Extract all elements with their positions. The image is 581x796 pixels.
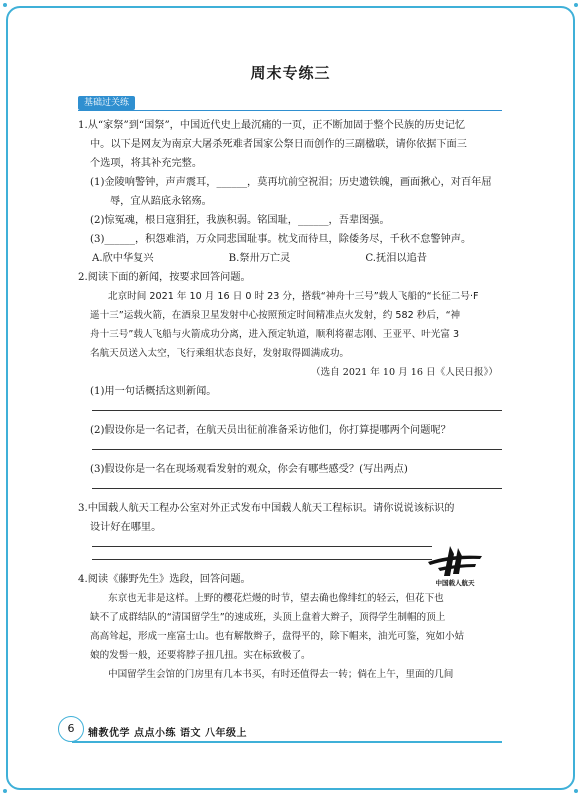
news-source: （选自 2021 年 10 月 16 日《人民日报》）: [310, 367, 498, 378]
corner-dot: [574, 3, 578, 7]
passage-line: 高高耸起，形成一座富士山。也有解散辫子，盘得平的，除下帽来，油光可鉴，宛如小姑: [90, 631, 465, 642]
page-footer: [58, 716, 518, 746]
news-line: 名航天员送入太空，飞行乘组状态良好，发射取得圆满成功。: [90, 348, 350, 359]
worksheet-content: [78, 116, 502, 684]
choice-a[interactable]: A.欣中华复兴: [92, 253, 154, 264]
q1-choices: [78, 249, 502, 268]
answer-line[interactable]: [92, 449, 502, 450]
q4-stem: 4.阅读《藤野先生》选段，回答问题。: [78, 574, 251, 585]
answer-line[interactable]: [92, 488, 502, 489]
q1-item-3: (3)______，积怨难消，万众同悲国耻事。枕戈而待旦，除倭务尽，千秋不怠警钟声。: [90, 234, 472, 245]
passage-line: 娘的发髻一般，还要将脖子扭几扭。实在标致极了。: [90, 650, 311, 661]
q1-item-1: (1)金陵响警钟，声声震耳，______，莫再坑前空祝泪；历史遗铁魄，画面揪心，对百年屈: [90, 177, 492, 188]
q2-sub-2: (2)假设你是一名记者，在航天员出征前准备采访他们，你打算提哪两个问题呢？: [90, 425, 451, 436]
answer-line[interactable]: [92, 559, 432, 560]
news-line: 舟十三号”载人飞船与火箭成功分离，进入预定轨道，顺利将翟志刚、王亚平、叶光富 3: [90, 329, 460, 340]
q2-stem: 2.阅读下面的新闻，按要求回答问题。: [78, 272, 251, 283]
corner-dot: [3, 3, 7, 7]
passage-line: 缺不了成群结队的“清国留学生”的速成班，头顶上盘着大辫子，顶得学生制帽的顶上: [90, 612, 446, 623]
passage-line: 中国留学生会馆的门房里有几本书买，有时还值得去一转；倘在上午，里面的几间: [108, 669, 454, 680]
page-number: 6: [58, 716, 84, 742]
section-divider: [78, 110, 502, 111]
q1-stem-line: 中。以下是网友为南京大屠杀死难者国家公祭日而创作的三副楹联，请你依据下面三: [90, 139, 467, 150]
answer-line[interactable]: [92, 410, 502, 411]
logo-caption: 中国载人航天: [435, 579, 475, 587]
q3-stem-line: 设计好在哪里。: [90, 522, 162, 533]
q1-item-2: (2)惊冤魂，根日寇狷狂，我族积弱。铭国耻，______，吾辈图强。: [90, 215, 390, 226]
q1-stem-line: 个选项，将其补充完整。: [90, 158, 203, 169]
corner-dot: [3, 789, 7, 793]
news-line: 北京时间 2021 年 10 月 16 日 0 时 23 分，搭载“神舟十三号”载人飞船的“长征二号·F: [108, 291, 479, 302]
choice-b[interactable]: B.祭卅万亡灵: [228, 253, 291, 264]
q1-item-1-cont: 辱，宜从踣底永铭殇。: [110, 196, 212, 207]
section-badge: 基础过关练: [78, 96, 135, 110]
answer-line[interactable]: [92, 546, 432, 547]
page-title: 周末专练三: [250, 64, 331, 82]
book-title: 辅教优学 点点小练 语文 八年级上: [88, 728, 247, 739]
passage-line: 东京也无非是这样。上野的樱花烂熳的时节，望去确也像绯红的轻云，但花下也: [108, 593, 444, 604]
corner-dot: [574, 789, 578, 793]
q1-stem-line: 1.从“家祭”到“国祭”，中国近代史上最沉痛的一页，正不断加固于整个民族的历史记忆: [78, 120, 466, 131]
news-line: 遥十三”运载火箭，在酒泉卫星发射中心按照预定时间精准点火发射，约 582 秒后，“神: [90, 310, 461, 321]
manned-space-logo: [420, 544, 490, 588]
q2-sub-3: (3)假设你是一名在现场观看发射的观众，你会有哪些感受？(写出两点): [90, 464, 408, 475]
manned-space-logo-icon: [420, 544, 490, 578]
choice-c[interactable]: C.抚泪以追昔: [365, 253, 427, 264]
q3-stem-line: 3.中国载人航天工程办公室对外正式发布中国载人航天工程标识。请你说说该标识的: [78, 503, 455, 514]
q2-sub-1: (1)用一句话概括这则新闻。: [90, 386, 217, 397]
